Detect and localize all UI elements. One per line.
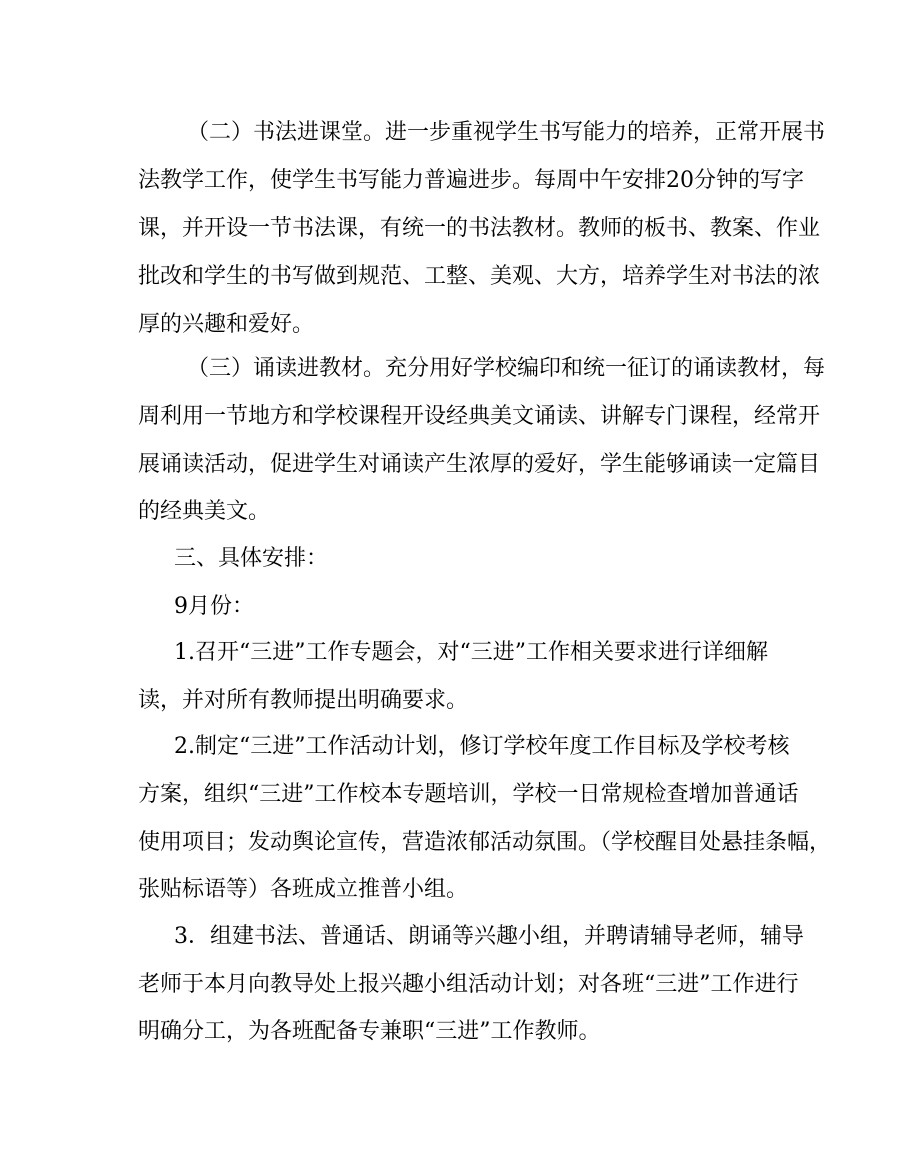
item-1-line-1: 1.召开“三进”工作专题会，对“三进”工作相关要求进行详细解 [174, 640, 768, 665]
paragraph-2-line-1: （二）书法进课堂。进一步重视学生书写能力的培养，正常开展书 [187, 120, 826, 145]
paragraph-2-line-5: 厚的兴趣和爱好。 [138, 312, 315, 337]
paragraph-3-line-1: （三）诵读进教材。充分用好学校编印和统一征订的诵读教材，每 [187, 356, 826, 381]
item-1-line-2: 读，并对所有教师提出明确要求。 [138, 688, 469, 713]
item-3-line-2: 老师于本月向教导处上报兴趣小组活动计划；对各班“三进”工作进行 [138, 972, 799, 997]
item-2-line-2: 方案，组织“三进”工作校本专题培训，学校一日常规检查增加普通话 [138, 782, 799, 807]
paragraph-3-line-3: 展诵读活动，促进学生对诵读产生浓厚的爱好，学生能够诵读一定篇目 [138, 452, 821, 477]
month-heading: 9月份： [174, 594, 254, 619]
paragraph-3-line-4: 的经典美文。 [138, 499, 271, 524]
item-2-line-1: 2.制定“三进”工作活动计划，修订学校年度工作目标及学校考核 [174, 734, 790, 759]
paragraph-2-line-4: 批改和学生的书写做到规范、工整、美观、大方，培养学生对书法的浓 [138, 264, 821, 289]
paragraph-2-line-2: 法教学工作，使学生书写能力普遍进步。每周中午安排20分钟的写字 [138, 168, 804, 193]
section-heading: 三、具体安排： [174, 546, 329, 571]
item-2-line-3: 使用项目；发动舆论宣传，营造浓郁活动氛围。（学校醒目处悬挂条幅， [138, 830, 832, 855]
item-3-line-3: 明确分工，为各班配备专兼职“三进”工作教师。 [138, 1019, 601, 1044]
paragraph-3-line-2: 周利用一节地方和学校课程开设经典美文诵读、讲解专门课程，经常开 [138, 404, 821, 429]
paragraph-2-line-3: 课，并开设一节书法课，有统一的书法教材。教师的板书、教案、作业 [138, 216, 821, 241]
item-3-line-1: 3．组建书法、普通话、朗诵等兴趣小组，并聘请辅导老师，辅导 [174, 924, 804, 949]
item-2-line-4: 张贴标语等）各班成立推普小组。 [138, 877, 469, 902]
